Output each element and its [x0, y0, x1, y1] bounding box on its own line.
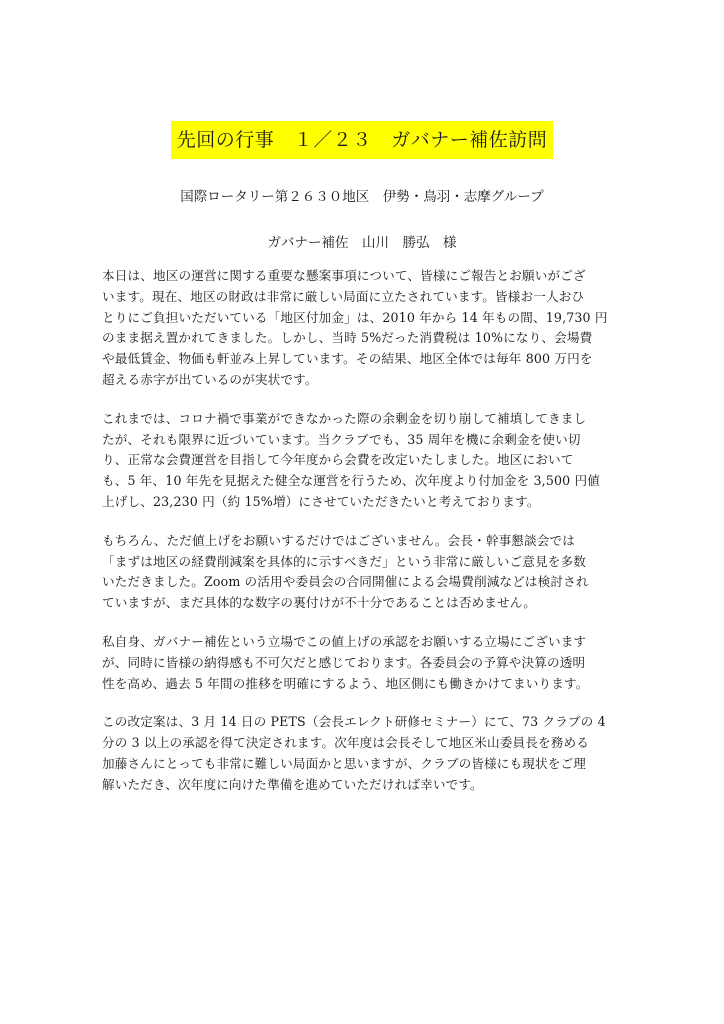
text-line: います。現在、地区の財政は非常に厳しい局面に立たされています。皆様お一人おひ	[102, 288, 585, 304]
text-line: いただきました。Zoom の活用や委員会の合同開催による会場費削減などは検討され	[102, 574, 589, 590]
body-text	[102, 266, 624, 814]
paragraph-4	[102, 632, 624, 694]
speaker-line: ガバナー補佐 山川 勝弘 様	[267, 235, 457, 251]
text-line: 分の 3 以上の承認を得て決定されます。次年度は会長そして地区米山委員長を務める	[102, 735, 589, 751]
text-line: とりにご負担いただいている「地区付加金」は、2010 年から 14 年もの間、19,730 円	[102, 309, 608, 325]
text-line: 私自身、ガバナー補佐という立場でこの値上げの承認をお願いする立場にございます	[102, 633, 587, 649]
text-line: 解いただき、次年度に向けた準備を進めていただければ幸いです。	[102, 776, 483, 792]
text-line: のまま据え置かれてきました。しかし、当時 5%だった消費税は 10%になり、会場費	[102, 330, 593, 346]
paragraph-5	[102, 712, 624, 795]
paragraph-2	[102, 409, 624, 513]
text-line: 加藤さんにとっても非常に難しい局面かと思いますが、クラブの皆様にも現状をご理	[102, 755, 587, 771]
text-line: 本日は、地区の運営に関する重要な懸案事項について、皆様にご報告とお願いがござ	[102, 268, 586, 283]
text-line: り、正常な会費運営を目指して今年度から会費を改定いたしました。地区において	[102, 452, 574, 468]
text-line: この改定案は、3 月 14 日の PETS（会長エレクト研修セミナー）にて、73 クラブの 4	[102, 714, 606, 730]
text-line: ていますが、まだ具体的な数字の裏付けが不十分であることは否めません。	[102, 595, 537, 611]
text-line: たが、それも限界に近づいています。当クラブでも、35 周年を機に余剰金を使い切	[102, 431, 581, 447]
paragraph-1	[102, 266, 624, 391]
text-line: 超える赤字が出ているのが実状です。	[102, 371, 318, 387]
text-line: が、同時に皆様の納得感も不可欠だと感じております。各委員会の予算や決算の透明	[102, 654, 586, 670]
text-line: 性を高め、過去 5 年間の推移を明確にするよう、地区側にも働きかけてまいります。	[102, 675, 589, 691]
text-line: 「まずは地区の経費削減案を具体的に示すべきだ」という非常に厳しいご意見を多数	[102, 553, 587, 569]
paragraph-3	[102, 531, 624, 614]
page-title: 先回の行事 １／２３ ガバナー補佐訪問	[171, 121, 554, 159]
text-line: もちろん、ただ値上げをお願いするだけではございません。会長・幹事懇談会では	[102, 532, 576, 548]
organization-line: 国際ロータリー第２６３０地区 伊勢・鳥羽・志摩グループ	[180, 189, 544, 205]
title-container	[0, 121, 724, 159]
text-line: これまでは、コロナ禍で事業ができなかった際の余剰金を切り崩して補填してきまし	[102, 410, 587, 426]
text-line: も、5 年、10 年先を見据えた健全な運営を行うため、次年度より付加金を 3,500 円値	[102, 473, 600, 489]
text-line: や最低賃金、物価も軒並み上昇しています。その結果、地区全体では毎年 800 万円を	[102, 351, 593, 367]
text-line: 上げし、23,230 円（約 15%増）にさせていただきたいと考えております。	[102, 493, 540, 509]
